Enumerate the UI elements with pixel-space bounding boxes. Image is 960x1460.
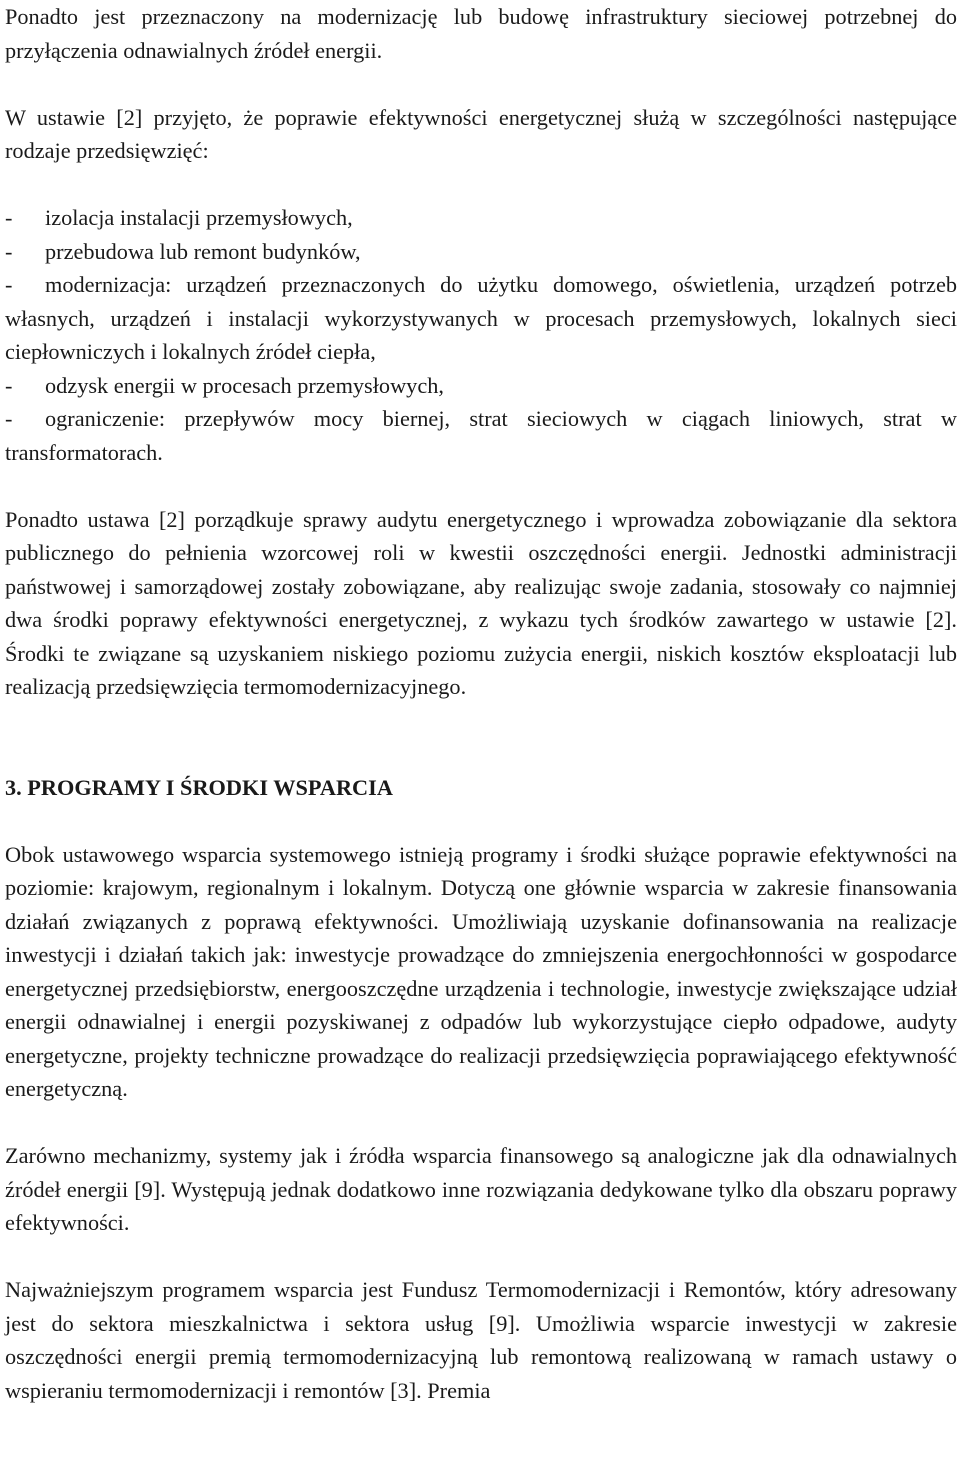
paragraph-programs: Obok ustawowego wsparcia systemowego istnieją programy i środki służące poprawie efektywności na poziomie: krajowym, regionalnym i lokalnym. Dotyczą one głównie wsparcia w zakresie finansowania działań związanych z poprawą efektywności. Umożliwiają uzyskanie dofinansowania na realizacje inwestycji i działań takich jak: inwestycje prowadzące do zmniejszenia energochłonności w gospodarce energetycznej przedsiębiorstw, energooszczędne urządzenia i technologie, inwestycje zwiększające udział energii odnawialnej i energii pozyskiwanej z odpadów lub wykorzystujące ciepło odpadowe, audyty energetyczne, projekty techniczne prowadzące do realizacji przedsięwzięcia poprawiającego efektywność energetyczną. [5, 841, 957, 1101]
paragraph-audit: Ponadto ustawa [2] porządkuje sprawy audytu energetycznego i wprowadza zobowiązanie dla sektora publicznego do pełnienia wzorcowej roli w kwestii oszczędności energii. Jednostki administracji państwowej i samorządowej zostały zobowiązane, aby realizując swoje zadania, stosowały co najmniej dwa środki poprawy efektywności energetycznej, z wykazu tych środków zawartego w ustawie [2]. Środki te związane są uzyskaniem niskiego poziomu zużycia energii, niskich kosztów eksploatacji lub realizacją przedsięwzięcia termomodernizacyjnego. [5, 506, 957, 699]
list-item [5, 369, 957, 403]
spacer [5, 1106, 957, 1140]
section-heading: 3. PROGRAMY I ŚRODKI WSPARCIA [5, 774, 393, 800]
list-item [5, 235, 957, 269]
spacer [5, 804, 957, 838]
list-item-text: modernizacja: urządzeń przeznaczonych do użytku domowego, oświetlenia, urządzeń potrzeb własnych, urządzeń i instalacji wykorzystywanych w procesach przemysłowych, lokalnych sieci ciepłowniczych i lokalnych źródeł ciepła, [5, 272, 957, 364]
spacer [5, 704, 957, 771]
list-item-text: ograniczenie: przepływów mocy biernej, strat sieciowych w ciągach liniowych, strat w transformatorach. [5, 406, 957, 465]
list-item-text: przebudowa lub remont budynków, [45, 238, 361, 264]
spacer [5, 168, 957, 202]
paragraph-act-measures: W ustawie [2] przyjęto, że poprawie efektywności energetycznej służą w szczególności następujące rodzaje przedsięwzięć: [5, 104, 957, 163]
list-dash: - [5, 272, 13, 297]
spacer [5, 67, 957, 101]
list-dash: - [5, 406, 13, 431]
list-dash: - [5, 238, 13, 264]
paragraph-intro: Ponadto jest przeznaczony na modernizację lub budowę infrastruktury sieciowej potrzebnej do przyłączenia odnawialnych źródeł energii. [5, 4, 957, 63]
measures-list [5, 201, 957, 469]
list-item [5, 402, 957, 469]
spacer [5, 1240, 957, 1274]
list-item-text: izolacja instalacji przemysłowych, [45, 205, 353, 230]
list-item-text: odzysk energii w procesach przemysłowych, [45, 372, 444, 398]
list-item [5, 268, 957, 369]
list-dash: - [5, 372, 13, 398]
list-item [5, 201, 957, 235]
paragraph-fund: Najważniejszym programem wsparcia jest Fundusz Termomodernizacji i Remontów, który adresowany jest do sektora mieszkalnictwa i sektora usług [9]. Umożliwia wsparcie inwestycji w zakresie oszczędności energii premią termomodernizacyjną lub remontową realizowaną w ramach ustawy o wspieraniu termomodernizacji i remontów [3]. Premia [5, 1277, 957, 1403]
spacer [5, 469, 957, 503]
document-page [5, 0, 957, 1407]
list-dash: - [5, 205, 13, 230]
paragraph-mechanisms: Zarówno mechanizmy, systemy jak i źródła wsparcia finansowego są analogiczne jak dla odnawialnych źródeł energii [9]. Występują jednak dodatkowo inne rozwiązania dedykowane tylko dla obszaru poprawy efektywności. [5, 1143, 957, 1235]
